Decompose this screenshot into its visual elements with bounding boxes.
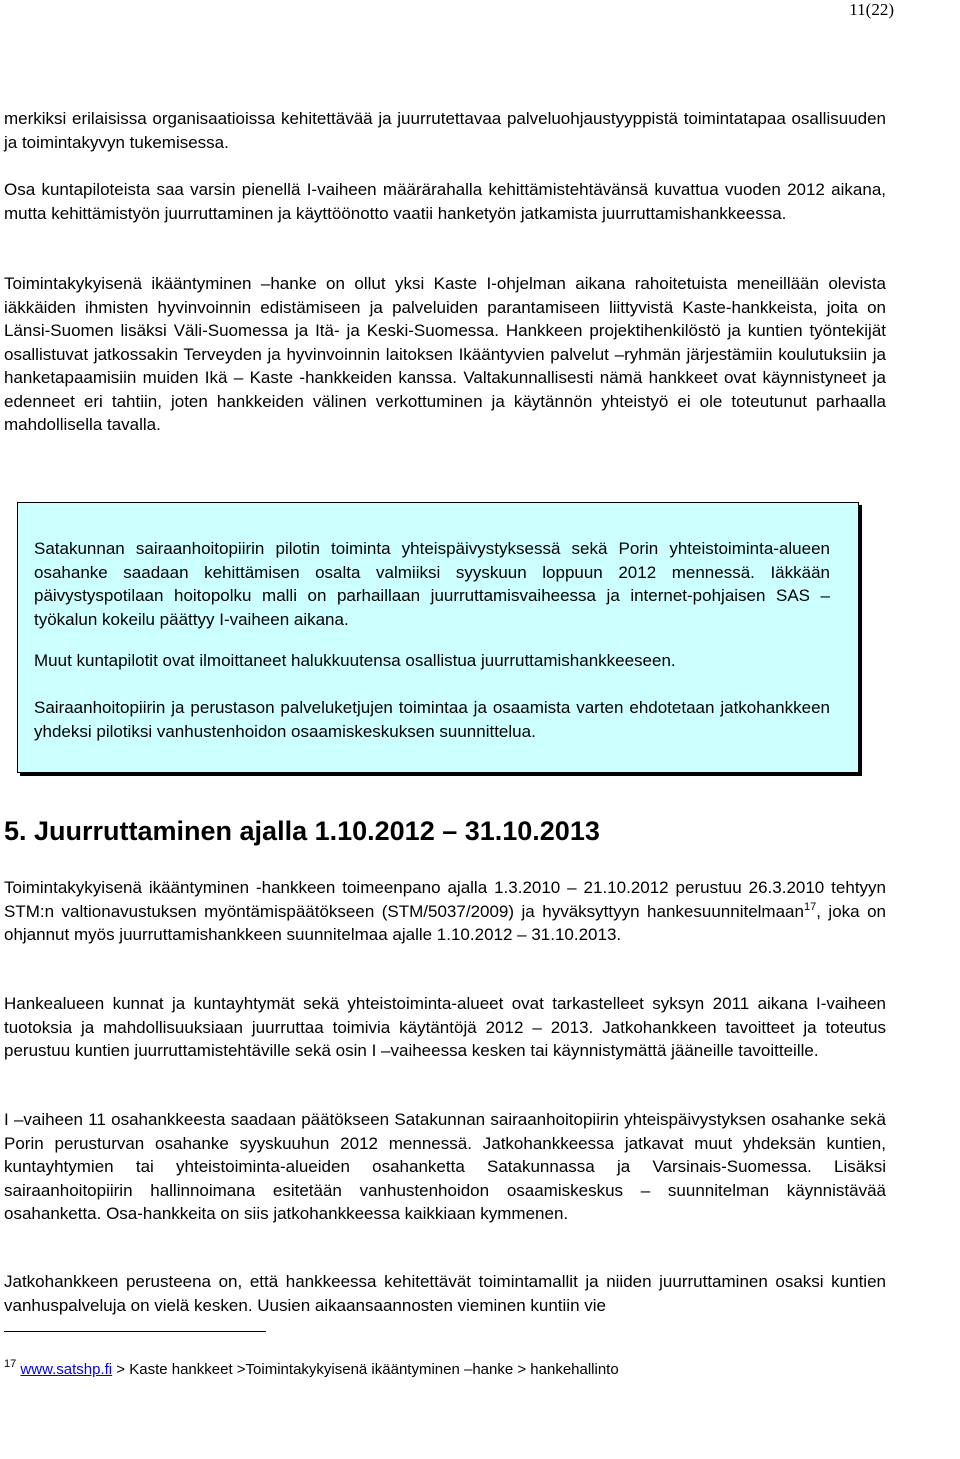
body-paragraph — [4, 876, 886, 947]
highlight-box — [17, 502, 859, 773]
footnote-reference[interactable]: 17 — [803, 900, 817, 913]
footnote-divider — [4, 1331, 266, 1332]
highlight-box-paragraph: Muut kuntapilotit ovat ilmoittaneet halukkuutensa osallistua juurruttamishankkeeseen. — [34, 651, 676, 670]
body-paragraph: Toimintakykyisenä ikääntyminen –hanke on ollut yksi Kaste I-ohjelman aikana rahoitetuista meneillään olevista iäkkäiden ihmisten hyvinvoinnin edistämiseen ja palveluiden parantamiseen liittyvistä Kaste-hankkeista, joita on Länsi-Suomen lisäksi Väli-Suomessa ja Itä- ja Keski-Suomessa. Hankkeen projektihenkilöstö ja kuntien työntekijät osallistuvat jatkossakin Terveyden ja hyvinvoinnin laitoksen Ikääntyvien palvelut –ryhmän järjestämiin koulutuksiin ja hanketapaamisiin muiden Ikä – Kaste -hankkeiden kanssa. Valtakunnallisesti nämä hankkeet ovat käynnistyneet ja edenneet eri tahtiin, joten hankkeiden välinen verkottuminen ja käytännön yhteistyö ei ole toteutunut parhaalla mahdollisella tavalla. — [4, 274, 886, 434]
paragraph-text: Toimintakykyisenä ikääntyminen -hankkeen toimeenpano ajalla 1.3.2010 – 21.10.2012 perustuu 26.3.2010 tehtyyn STM:n valtionavustuksen myöntämispäätökseen (STM/5037/2009) ja hyväksyttyyn hankesuunnitelmaan — [4, 878, 886, 921]
page-number: 11(22) — [849, 0, 894, 19]
section-heading: 5. Juurruttaminen ajalla 1.10.2012 – 31.10.2013 — [4, 816, 600, 846]
body-paragraph: Jatkohankkeen perusteena on, että hankkeessa kehitettävät toimintamallit ja niiden juurruttaminen osaksi kuntien vanhuspalveluja on vielä kesken. Uusien aikaansaannosten vieminen kuntiin vie — [4, 1272, 886, 1315]
body-paragraph: Osa kuntapiloteista saa varsin pienellä I-vaiheen määrärahalla kehittämistehtävänsä kuvattua vuoden 2012 aikana, mutta kehittämistyön juurruttaminen ja käyttöönotto vaatii hanketyön jatkamista juurruttamishankkeessa. — [4, 180, 886, 223]
body-paragraph: I –vaiheen 11 osahankkeesta saadaan päätökseen Satakunnan sairaanhoitopiirin yhteispäivystyksen osahanke sekä Porin perusturvan osahanke syyskuuhun 2012 mennessä. Jatkohankkeessa jatkavat muut yhdeksän kuntien, kuntayhtymien tai yhteistoiminta-alueiden osahanketta Satakunnassa ja Varsinais-Suomessa. Lisäksi sairaanhoitopiirin hallinnoimana esitetään vanhustenhoidon osaamiskeskus – suunnitelman käynnistävää osahanketta. Osa-hankkeita on siis jatkohankkeessa kaikkiaan kymmenen. — [4, 1110, 886, 1223]
body-paragraph: merkiksi erilaisissa organisaatioissa kehitettävää ja juurrutettavaa palveluohjaustyyppistä toimintatapaa osallisuuden ja toimintakyvyn tukemisessa. — [4, 109, 886, 152]
footnote-text: > Kaste hankkeet >Toimintakykyisenä ikääntyminen –hanke > hankehallinto — [112, 1361, 619, 1378]
footnote-number: 17 — [4, 1358, 17, 1370]
highlight-box-paragraph: Satakunnan sairaanhoitopiirin pilotin toiminta yhteispäivystyksessä sekä Porin yhteistoiminta-alueen osahanke saadaan kehittämisen osalta valmiiksi syyskuun loppuun 2012 mennessä. Iäkkään päivystyspotilaan hoitopolku malli on parhaillaan juurruttamisvaiheessa ja internet-pohjaisen SAS –työkalun kokeilu päättyy I-vaiheen aikana. — [34, 539, 830, 629]
footnote-link[interactable]: www.satshp.fi — [20, 1361, 113, 1378]
footnote — [4, 1360, 619, 1380]
highlight-box-paragraph: Sairaanhoitopiirin ja perustason palveluketjujen toimintaa ja osaamista varten ehdotetaan jatkohankkeen yhdeksi pilotiksi vanhustenhoidon osaamiskeskuksen suunnittelua. — [34, 698, 830, 741]
body-paragraph: Hankealueen kunnat ja kuntayhtymät sekä yhteistoiminta-alueet ovat tarkastelleet syksyn 2011 aikana I-vaiheen tuotoksia ja mahdollisuuksiaan juurruttaa toimivia käytäntöjä 2012 – 2013. Jatkohankkeen tavoitteet ja toteutus perustuu kuntien juurruttamistehtäville sekä osin I –vaiheessa kesken tai käynnistymättä jääneille tavoitteille. — [4, 994, 886, 1060]
paragraph-text: , joka on ohjannut myös juurruttamishankkeen suunnitelmaa ajalle 1.10.2012 – 31.10.2013. — [4, 901, 886, 944]
